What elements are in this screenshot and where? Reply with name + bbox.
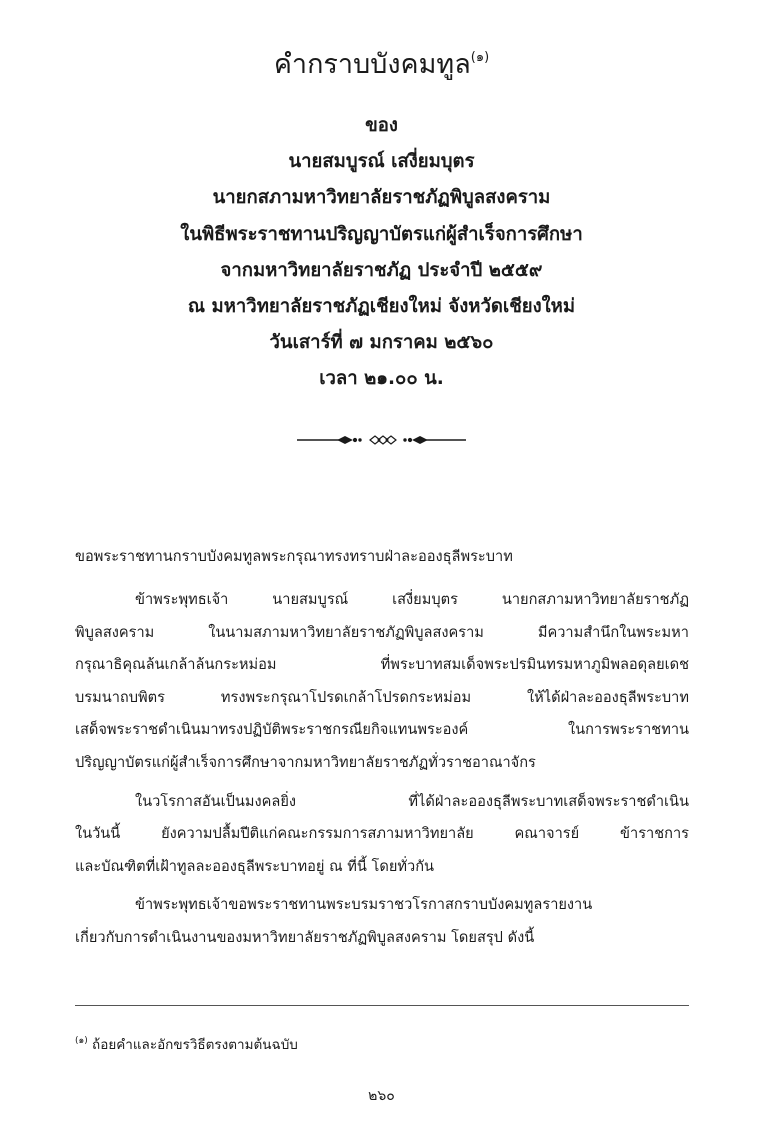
header-line: เวลา ๒๑.๐๐ น.: [319, 368, 444, 390]
page-number: ๒๖๐: [368, 1088, 395, 1104]
header-line: ของ: [365, 115, 398, 136]
paragraph-line: เกี่ยวกับการดำเนินงานของมหาวิทยาลัยราชภัฏพิบูลสงคราม โดยสรุป ดังนี้: [75, 928, 535, 946]
paragraph-2: [75, 786, 689, 884]
footnote-marker: (๑): [75, 1036, 88, 1046]
opening-line: ขอพระราชทานกราบบังคมทูลพระกรุณาทรงทราบฝ่าละอองธุลีพระบาท: [75, 548, 513, 565]
page-title: [0, 38, 763, 85]
paragraph-line: พิบูลสงคราม ในนามสภามหาวิทยาลัยราชภัฏพิบูลสงคราม มีความสำนึกในพระมหา: [75, 623, 689, 641]
paragraph-line: กรุณาธิคุณล้นเกล้าล้นกระหม่อม ที่พระบาทสมเด็จพระปรมินทรมหาภูมิพลอดุลยเดช: [75, 656, 689, 674]
footnote-divider: [75, 1005, 689, 1006]
header-block: [0, 108, 763, 398]
header-line: นายสมบูรณ์ เสงี่ยมบุตร: [288, 151, 475, 173]
decorative-divider-icon: [0, 428, 763, 452]
paragraph-line: ข้าพระพุทธเจ้าขอพระราชทานพระบรมราชวโรกาสกราบบังคมทูลรายงาน: [135, 896, 593, 914]
header-line: ณ มหาวิทยาลัยราชภัฏเชียงใหม่ จังหวัดเชียงใหม่: [187, 296, 576, 318]
page-title-text: คำกราบบังคมทูล: [273, 49, 471, 80]
paragraph-line: และบัณฑิตที่เฝ้าทูลละอองธุลีพระบาทอยู่ ณ ที่นี้ โดยทั่วกัน: [75, 857, 435, 875]
header-line: จากมหาวิทยาลัยราชภัฏ ประจำปี ๒๕๕๙: [220, 259, 543, 281]
body-text: [75, 542, 689, 955]
header-line: ในพิธีพระราชทานปริญญาบัตรแก่ผู้สำเร็จการศึกษา: [180, 223, 583, 245]
paragraph-1: [75, 584, 689, 780]
paragraph-line: ในวโรกาสอันเป็นมงคลยิ่ง ที่ได้ฝ่าละอองธุลีพระบาทเสด็จพระราชดำเนิน: [135, 792, 689, 810]
paragraph-line: ข้าพระพุทธเจ้า นายสมบูรณ์ เสงี่ยมบุตร นายกสภามหาวิทยาลัยราชภัฏ: [135, 591, 689, 608]
header-line: นายกสภามหาวิทยาลัยราชภัฏพิบูลสงคราม: [212, 187, 551, 209]
paragraph-line: เสด็จพระราชดำเนินมาทรงปฏิบัติพระราชกรณียกิจแทนพระองค์ ในการพระราชทาน: [75, 721, 689, 739]
paragraph-line: ในวันนี้ ยังความปลื้มปีติแก่คณะกรรมการสภามหาวิทยาลัย คณาจารย์ ข้าราชการ: [75, 825, 689, 843]
paragraph-line: บรมนาถบพิตร ทรงพระกรุณาโปรดเกล้าโปรดกระหม่อม ให้ได้ฝ่าละอองธุลีพระบาท: [75, 688, 689, 706]
paragraph-line: ปริญญาบัตรแก่ผู้สำเร็จการศึกษาจากมหาวิทยาลัยราชภัฏทั่วราชอาณาจักร: [75, 753, 536, 771]
title-note-marker: (๑): [470, 50, 490, 65]
footnote: [75, 1030, 298, 1056]
header-line: วันเสาร์ที่ ๗ มกราคม ๒๕๖๐: [269, 332, 494, 354]
paragraph-3: [75, 889, 689, 954]
footnote-text: ถ้อยคำและอักขรวิธีตรงตามต้นฉบับ: [92, 1037, 298, 1053]
